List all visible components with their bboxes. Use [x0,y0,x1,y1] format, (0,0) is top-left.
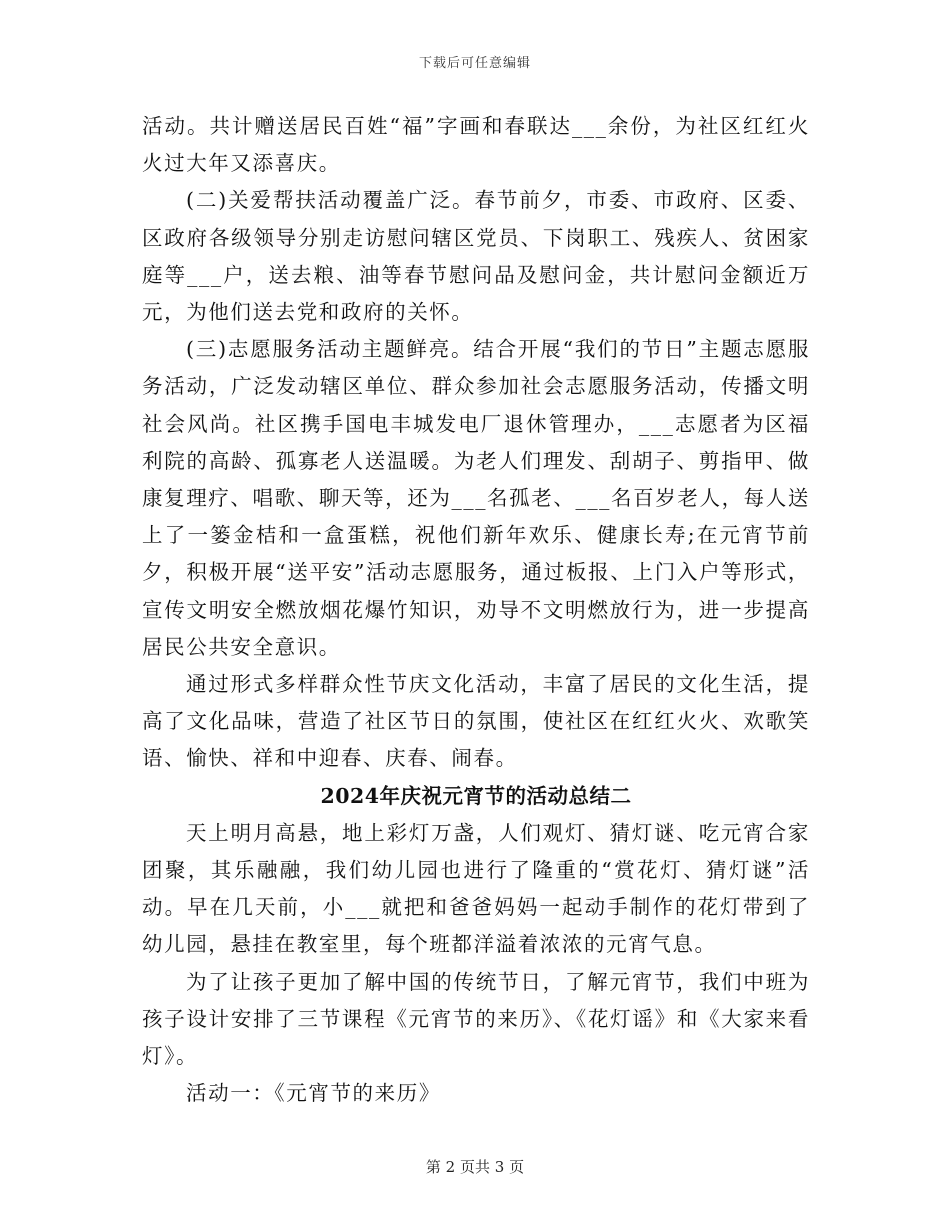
body-paragraph: (三)志愿服务活动主题鲜亮。结合开展“我们的节日”主题志愿服务活动，广泛发动辖区单位、群众参加社会志愿服务活动，传播文明社会风尚。社区携手国电丰城发电厂退休管理办，___志愿者为区福利院的高龄、孤寡老人送温暖。为老人们理发、刮胡子、剪指甲、做康复理疗、唱歌、聊天等，还为___名孤老、___名百岁老人，每人送上了一篓金桔和一盒蛋糕，祝他们新年欢乐、健康长寿;在元宵节前夕，积极开展“送平安”活动志愿服务，通过板报、上门入户等形式，宣传文明安全燃放烟花爆竹知识，劝导不文明燃放行为，进一步提高居民公共安全意识。 [142,337,810,659]
body-paragraph: (二)关爱帮扶活动覆盖广泛。春节前夕，市委、市政府、区委、区政府各级领导分别走访慰问辖区党员、下岗职工、残疾人、贫困家庭等___户，送去粮、油等春节慰问品及慰问金，共计慰问金额近万元，为他们送去党和政府的关怀。 [142,188,810,325]
body-paragraph: 天上明月高悬，地上彩灯万盏，人们观灯、猜灯谜、吃元宵合家团聚，其乐融融，我们幼儿园也进行了隆重的“赏花灯、猜灯谜”活动。早在几天前，小___就把和爸爸妈妈一起动手制作的花灯带到了幼儿园，悬挂在教室里，每个班都洋溢着浓浓的元宵气息。 [142,820,810,957]
section-title: 2024年庆祝元宵节的活动总结二 [320,783,632,808]
body-paragraph: 活动。共计赠送居民百姓“福”字画和春联达___余份，为社区红红火火过大年又添喜庆。 [142,114,810,176]
body-paragraph: 通过形式多样群众性节庆文化活动，丰富了居民的文化生活，提高了文化品味，营造了社区节日的氛围，使社区在红红火火、欢歌笑语、愉快、祥和中迎春、庆春、闹春。 [142,672,810,771]
page-footer: 第 2 页共 3 页 [425,1158,525,1176]
body-paragraph: 为了让孩子更加了解中国的传统节日，了解元宵节，我们中班为孩子设计安排了三节课程《元宵节的来历》、《花灯谣》和《大家来看灯》。 [142,969,810,1069]
page-header: 下载后可任意编辑 [418,56,531,71]
document-body [142,108,810,1112]
body-paragraph: 活动一：《元宵节的来历》 [186,1081,441,1106]
